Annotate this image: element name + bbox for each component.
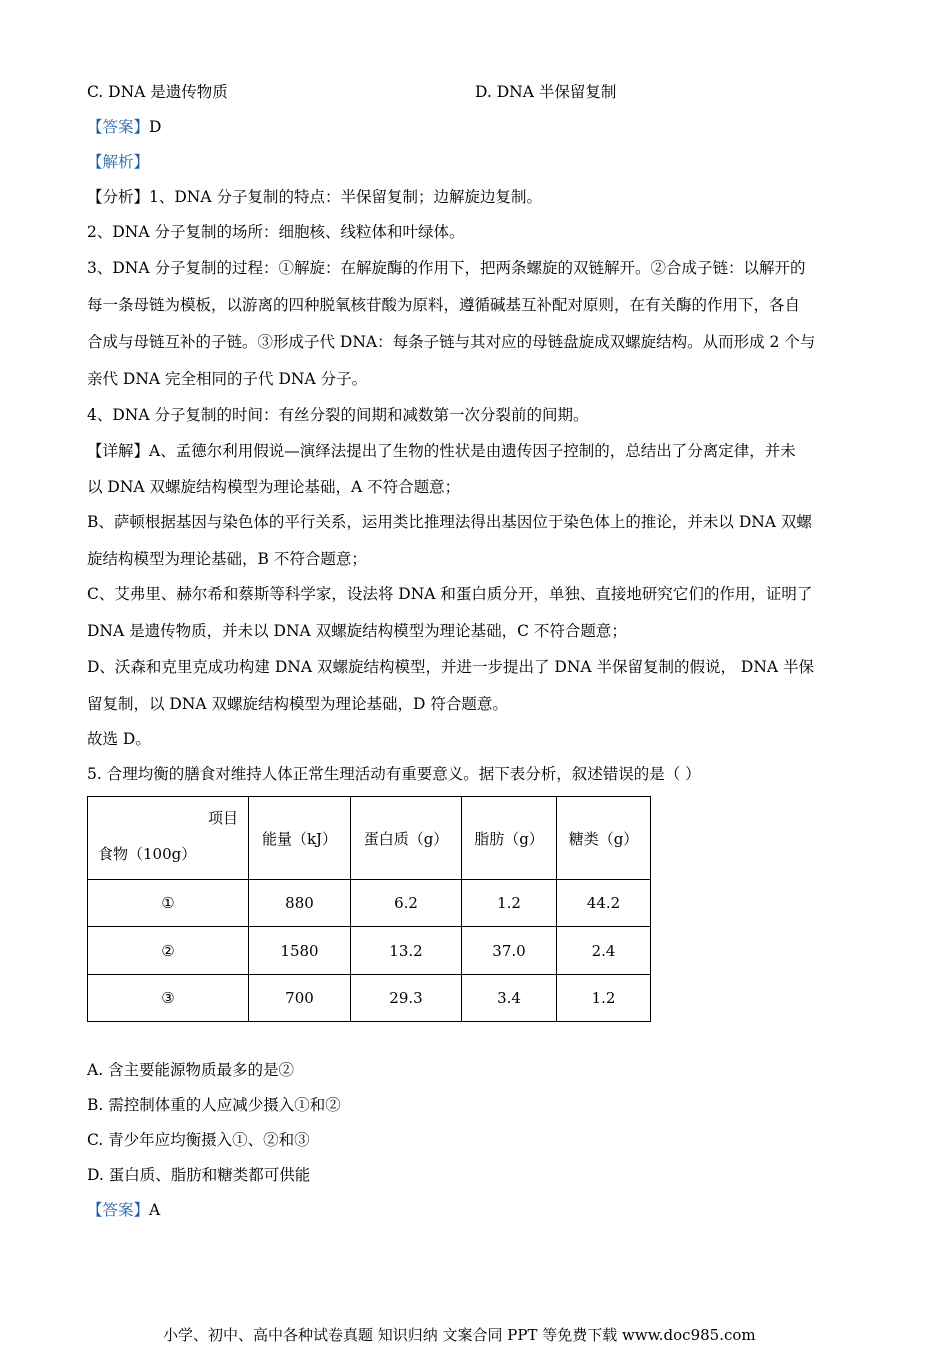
answer-5	[87, 1200, 160, 1220]
value-cell: 6.2	[351, 880, 462, 927]
value-cell: 2.4	[557, 927, 651, 975]
value-cell: 1580	[249, 927, 351, 975]
footer-banner: 小学、初中、高中各种试卷真题 知识归纳 文案合同 PPT 等免费下载 www.doc985.com	[163, 1326, 756, 1344]
q5-option-b: B. 需控制体重的人应减少摄入①和②	[87, 1096, 341, 1114]
detail-a-line2: 以 DNA 双螺旋结构模型为理论基础，A 不符合题意；	[87, 478, 461, 496]
q5-option-d: D. 蛋白质、脂肪和糖类都可供能	[87, 1166, 311, 1184]
header-sugar: 糖类（g）	[557, 797, 651, 880]
analysis-p1	[87, 187, 542, 207]
detail-b-line1: B、萨顿根据基因与染色体的平行关系，运用类比推理法得出基因位于染色体上的推论，并未以 DNA 双螺	[87, 513, 812, 531]
analysis-tag: 【分析】	[87, 188, 150, 206]
value-cell: 1.2	[557, 975, 651, 1022]
detail-c-line2: DNA 是遗传物质，并未以 DNA 双螺旋结构模型为理论基础，C 不符合题意；	[87, 622, 627, 640]
food-cell: ③	[88, 975, 249, 1022]
analysis-p4: 4、DNA 分子复制的时间：有丝分裂的间期和减数第一次分裂前的间期。	[87, 406, 589, 424]
detail-conclusion: 故选 D。	[87, 730, 151, 748]
option-c-top: C. DNA 是遗传物质	[87, 83, 228, 101]
answer-tag: 【答案】	[87, 1201, 150, 1219]
table-header-row	[88, 797, 651, 880]
detail-c-line1: C、艾弗里、赫尔希和蔡斯等科学家，设法将 DNA 和蛋白质分开，单独、直接地研究它们的作用，证明了	[87, 585, 813, 603]
answer-tag: 【答案】	[87, 118, 150, 136]
analysis-p3-line4: 亲代 DNA 完全相同的子代 DNA 分子。	[87, 370, 368, 388]
food-cell: ②	[88, 927, 249, 975]
answer-1	[87, 117, 161, 137]
detail-tag: 【详解】	[87, 442, 150, 460]
nutrition-table	[87, 796, 651, 1022]
header-fat: 脂肪（g）	[462, 797, 557, 880]
analysis-p2: 2、DNA 分子复制的场所：细胞核、线粒体和叶绿体。	[87, 223, 465, 241]
table-row	[88, 975, 651, 1022]
value-cell: 880	[249, 880, 351, 927]
table-row	[88, 880, 651, 927]
analysis-p3-line2: 每一条母链为模板，以游离的四种脱氧核苷酸为原料，遵循碱基互补配对原则，在有关酶的作用下，各自	[87, 296, 801, 314]
value-cell: 37.0	[462, 927, 557, 975]
analysis-p3-line1: 3、DNA 分子复制的过程：①解旋：在解旋酶的作用下，把两条螺旋的双链解开。②合成子链：以解开的	[87, 259, 806, 277]
value-cell: 13.2	[351, 927, 462, 975]
q5-option-c: C. 青少年应均衡摄入①、②和③	[87, 1131, 310, 1149]
value-cell: 29.3	[351, 975, 462, 1022]
detail-d-line1: D、沃森和克里克成功构建 DNA 双螺旋结构模型，并进一步提出了 DNA 半保留复制的假说， DNA 半保	[87, 658, 815, 676]
food-cell: ①	[88, 880, 249, 927]
corner-item-label: 项目	[207, 809, 238, 827]
question-5-stem: 5. 合理均衡的膳食对维持人体正常生理活动有重要意义。据下表分析，叙述错误的是（ ）	[87, 765, 701, 783]
option-d-top: D. DNA 半保留复制	[475, 83, 617, 101]
value-cell: 1.2	[462, 880, 557, 927]
answer-value: A	[149, 1201, 161, 1219]
analysis-p3-line3: 合成与母链互补的子链。③形成子代 DNA：每条子链与其对应的母链盘旋成双螺旋结构。从而形成 2 个与	[87, 333, 816, 351]
detail-d-line2: 留复制，以 DNA 双螺旋结构模型为理论基础，D 符合题意。	[87, 695, 508, 713]
header-protein: 蛋白质（g）	[351, 797, 462, 880]
table-row	[88, 927, 651, 975]
analysis-heading: 【解析】	[87, 153, 150, 171]
q5-option-a: A. 含主要能源物质最多的是②	[87, 1061, 295, 1079]
detail-b-line2: 旋结构模型为理论基础，B 不符合题意；	[87, 550, 367, 568]
value-cell: 700	[249, 975, 351, 1022]
value-cell: 3.4	[462, 975, 557, 1022]
value-cell: 44.2	[557, 880, 651, 927]
analysis-p1-text: 1、DNA 分子复制的特点：半保留复制；边解旋边复制。	[149, 188, 542, 206]
detail-a-line1	[87, 441, 796, 461]
answer-value: D	[149, 118, 162, 136]
header-energy: 能量（kJ）	[249, 797, 351, 880]
detail-a-text: A、孟德尔利用假说—演绎法提出了生物的性状是由遗传因子控制的，总结出了分离定律，并未	[149, 442, 796, 460]
table-corner-cell	[88, 797, 249, 880]
corner-food-label: 食物（100g）	[98, 845, 197, 863]
